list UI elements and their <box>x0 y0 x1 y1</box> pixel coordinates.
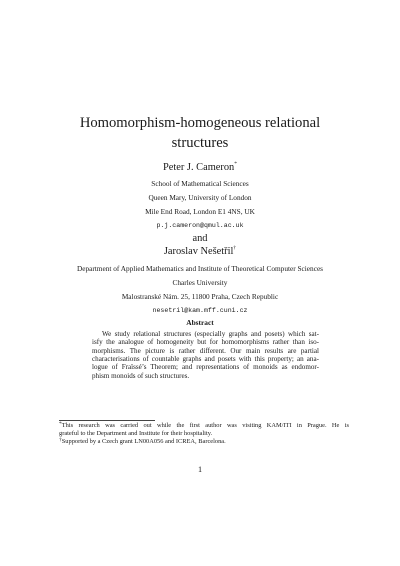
author-1-email: p.j.cameron@qmul.ac.uk <box>156 222 244 229</box>
author-2-name-text: Jaroslav Nešetřil <box>163 246 234 257</box>
page-number: 1 <box>197 465 203 474</box>
footnote-1-line-1 <box>59 422 349 430</box>
author-1-affiliation-line-1: School of Mathematical Sciences <box>151 179 249 188</box>
abstract-heading: Abstract <box>186 318 214 327</box>
footnote-rule <box>59 420 155 421</box>
footnote-1-line-2: grateful to the Department and Institute for their hospitality. <box>59 429 213 437</box>
abstract-line: isfy the analogue of homogeneity but for homomorphisms rather than iso- <box>92 338 319 347</box>
author-2-affiliation-line-2: Charles University <box>172 278 228 287</box>
abstract-line: logue of Fraïssé’s Theorem; and representations of monoids as endomor- <box>92 363 319 372</box>
author-2-affiliation-line-1: Department of Applied Mathematics and Institute of Theoretical Computer Sciences <box>76 264 324 273</box>
footnote-2-line-1 <box>59 438 349 446</box>
footnote-1 <box>59 422 349 438</box>
abstract-line: phism monoids of such structures. <box>92 371 190 380</box>
abstract-line: characterisations of countable graphs and posets with this property; an ana- <box>92 355 319 364</box>
author-2-email: nesetril@kam.mff.cuni.cz <box>152 307 248 314</box>
author-1-name <box>0 162 400 173</box>
footnote-2-mark: † <box>59 437 62 443</box>
author-1-affiliation-line-3: Mile End Road, London E1 4NS, UK <box>145 207 255 216</box>
footnote-1-mark: * <box>59 421 62 427</box>
abstract-line: morphisms. The picture is rather different. Our main results are partial <box>92 346 319 355</box>
author-1-name-text: Peter J. Cameron <box>162 162 235 173</box>
author-1-footnote-mark: * <box>234 161 238 167</box>
author-2-footnote-mark: † <box>233 245 237 251</box>
author-2-name <box>0 246 400 257</box>
footnote-1-text-1: This research was carried out while the first author was visiting KAM/ITI in Prague. He is <box>61 422 349 429</box>
and-separator: and <box>192 233 208 244</box>
title-line-1: Homomorphism-homogeneous relational <box>79 115 321 131</box>
abstract-body <box>92 330 319 380</box>
author-2-affiliation-line-3: Malostranské Nám. 25, 11800 Praha, Czech Republic <box>121 292 279 301</box>
footnote-2-text: Supported by a Czech grant LN00A056 and ICREA, Barcelona. <box>61 438 226 445</box>
abstract-line: We study relational structures (especially graphs and posets) which sat- <box>102 330 319 338</box>
footnote-2 <box>59 438 349 446</box>
title-line-2: structures <box>171 135 229 151</box>
author-1-affiliation-line-2: Queen Mary, University of London <box>148 193 252 202</box>
